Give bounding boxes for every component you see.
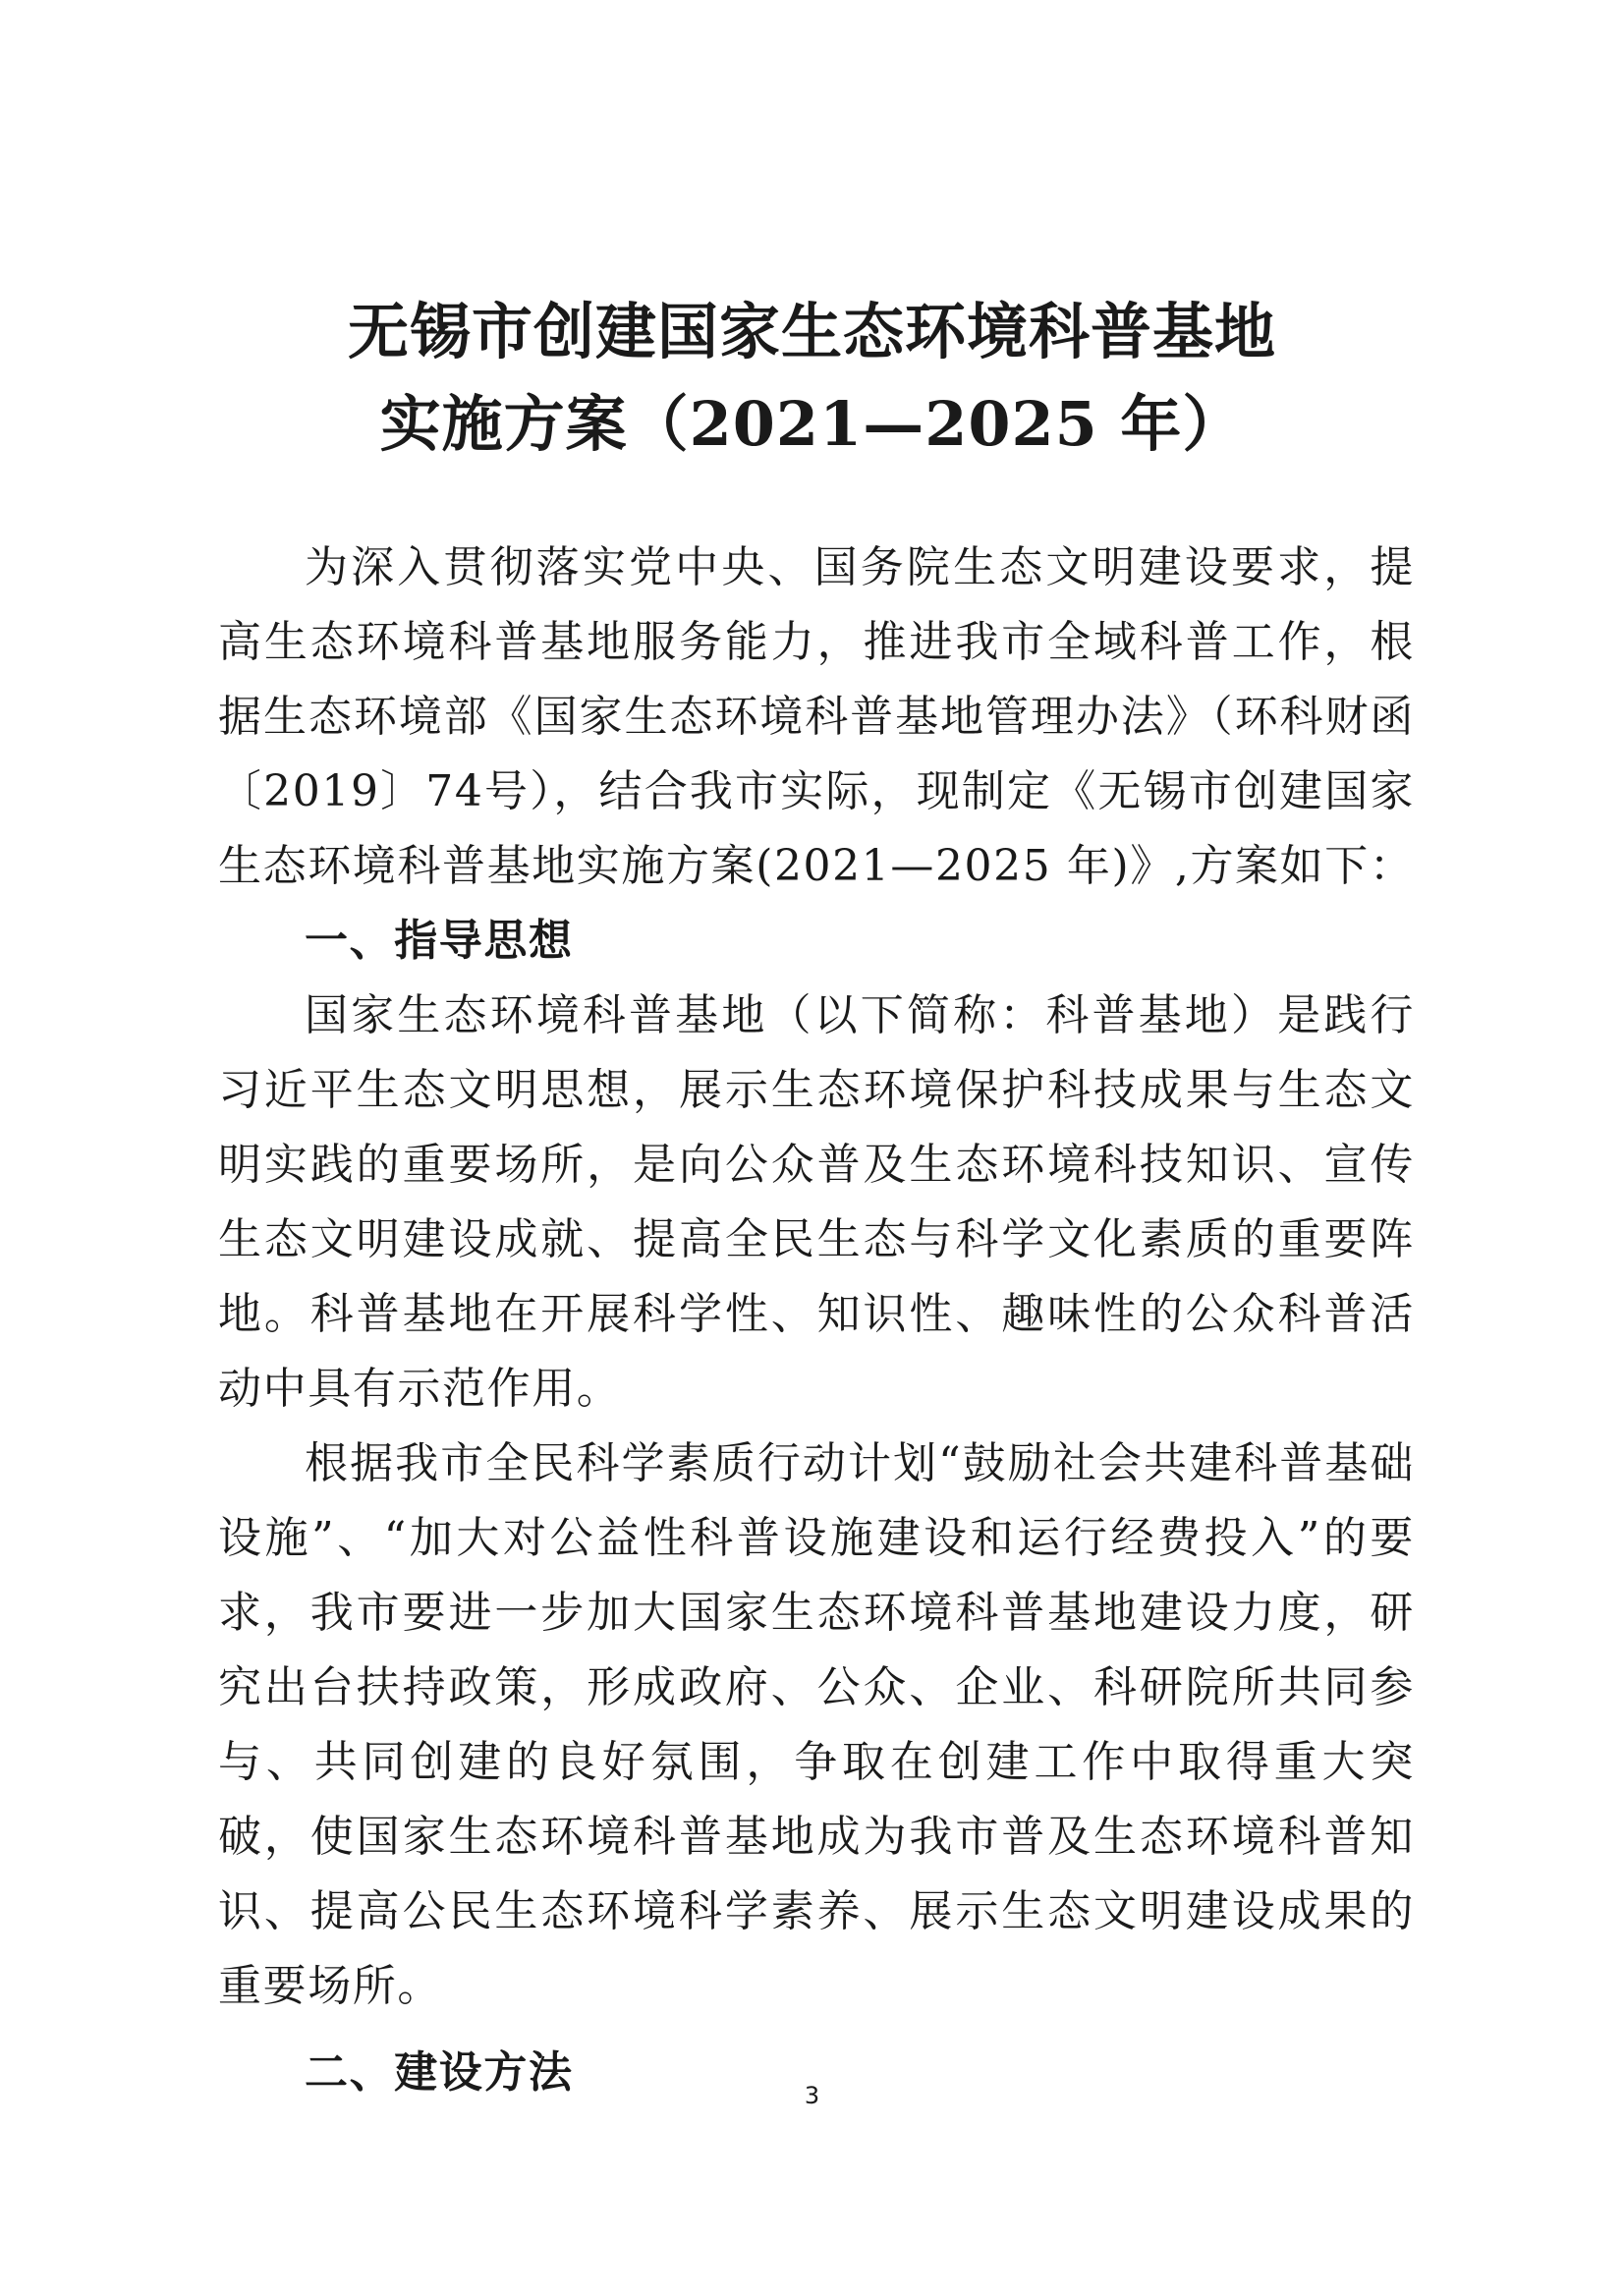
document-body	[218, 531, 1415, 2110]
section-heading-construction-methods: 二、建设方法	[305, 2047, 574, 2098]
section-heading-guiding-ideology: 一、指导思想	[305, 916, 574, 966]
action-plan-paragraph: 根据我市全民科学素质行动计划“鼓励社会共建科普基础设施”、“加大对公益性科普设施建设和运行经费投入”的要求，我市要进一步加大国家生态环境科普基地建设力度，研究出台扶持政策，形成政府、公众、企业、科研院所共同参与、共同创建的良好氛围，争取在创建工作中取得重大突破，使国家生态环境科普基地成为我市普及生态环境科普知识、提高公民生态环境科学素养、展示生态文明建设成果的重要场所。	[218, 1438, 1415, 2011]
page-number: 3	[804, 2082, 820, 2109]
document-title-line-2: 实施方案（2021—2025 年）	[379, 388, 1245, 460]
intro-paragraph: 为深入贯彻落实党中央、国务院生态文明建设要求，提高生态环境科普基地服务能力，推进我市全域科普工作，根据生态环境部《国家生态环境科普基地管理办法》（环科财函〔2019〕74号），结合我市实际，现制定《无锡市创建国家生态环境科普基地实施方案(2021—2025 年)》,方案如下：	[218, 542, 1415, 891]
document-title-line-1: 无锡市创建国家生态环境科普基地	[347, 296, 1276, 367]
guiding-ideology-paragraph: 国家生态环境科普基地（以下简称：科普基地）是践行习近平生态文明思想，展示生态环境保护科技成果与生态文明实践的重要场所，是向公众普及生态环境科技知识、宣传生态文明建设成就、提高全民生态与科学文化素质的重要阵地。科普基地在开展科学性、知识性、趣味性的公众科普活动中具有示范作用。	[218, 990, 1415, 1414]
